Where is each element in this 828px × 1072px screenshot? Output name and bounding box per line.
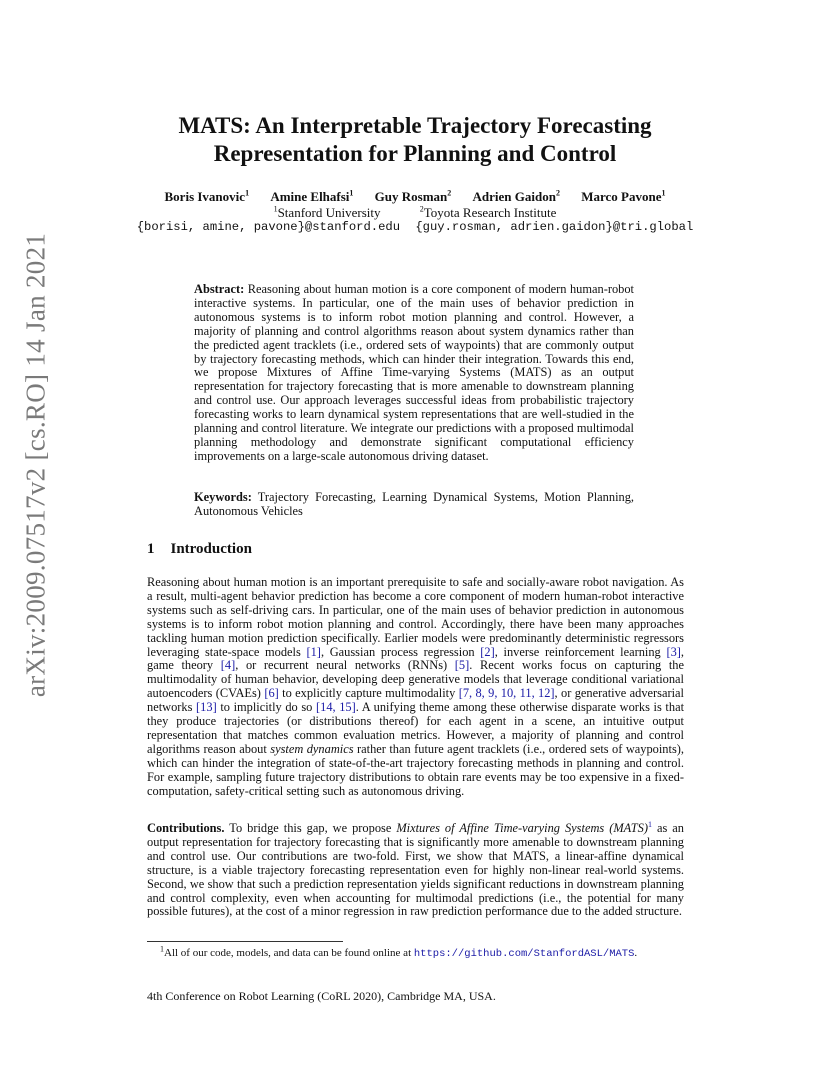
email-tri[interactable]: {guy.rosman, adrien.gaidon}@tri.global bbox=[415, 220, 694, 234]
citation-link[interactable]: [13] bbox=[196, 700, 217, 715]
emphasis: system dynamics bbox=[270, 741, 354, 756]
keywords-label: Keywords: bbox=[194, 490, 252, 504]
section-title: Introduction bbox=[170, 541, 252, 557]
arxiv-side-identifier-area bbox=[0, 0, 60, 1072]
paper-title bbox=[100, 112, 730, 168]
footnote-divider bbox=[147, 941, 343, 942]
title-line-2: Representation for Planning and Control bbox=[213, 141, 617, 166]
title-line-1: MATS: An Interpretable Trajectory Forecasting bbox=[178, 113, 652, 138]
author: Adrien Gaidon$^2$ bbox=[472, 188, 560, 204]
contributions-label: Contributions. bbox=[147, 821, 225, 835]
citation-link[interactable]: [5] bbox=[454, 658, 470, 673]
affiliation: $^1$Stanford University bbox=[273, 204, 381, 220]
author: Guy Rosman$^2$ bbox=[374, 188, 452, 204]
section-heading bbox=[147, 541, 252, 558]
author-list bbox=[100, 189, 730, 205]
footnote: $^1$All of our code, models, and data can be found online at https://github.com/StanfordASL/MATS. bbox=[160, 944, 638, 960]
citation-link[interactable]: [14, 15] bbox=[316, 700, 356, 715]
citation-link[interactable]: [3] bbox=[666, 644, 681, 659]
citation-link[interactable]: [2] bbox=[480, 644, 495, 659]
abstract-text: Reasoning about human motion is a core component of modern human-robot interactive systems. In particular, one of the main uses of behavior prediction in autonomous systems is to inform robot motion planning and control. However, a majority of planning and control algorithms reason about system dynamics rather than the predicted agent tracklets (i.e., ordered sets of waypoints) that are commonly output by trajectory forecasting methods, which can hinder their integration. Towards this end, we propose Mixtures of Affine Time-varying Systems (MATS) as an output representation for trajectory forecasting that is more amenable to downstream planning and control use. Our approach leverages successful ideas from probabilistic trajectory forecasting works to learn dynamical system representations that are well-studied in the planning and control literature. We integrate our predictions with a proposed multimodal planning methodology and demonstrate significant computational efficiency improvements on a large-scale autonomous driving dataset. bbox=[194, 282, 634, 463]
author: Boris Ivanovic$^1$ bbox=[164, 188, 250, 204]
footnote-number: 1 bbox=[160, 944, 164, 954]
citation-link[interactable]: [7, 8, 9, 10, 11, 12] bbox=[458, 686, 555, 701]
footnote-marker[interactable]: 1 bbox=[647, 819, 652, 829]
citation-link[interactable]: [4] bbox=[220, 658, 236, 673]
affiliations bbox=[100, 205, 730, 221]
intro-paragraph-2: Contributions. To bridge this gap, we propose Mixtures of Affine Time-varying Systems (MATS)$^1$ as an output representation for trajectory forecasting that is significantly more amenable to downstream planning and control use. Our contributions are two-fold. First, we show that MATS, a linear-affine dynamical structure, is a viable trajectory forecasting representation even for highly non-linear real-world systems. Second, we show that such a prediction representation yields significant reductions in downstream planning and control complexity, even when accounting for multimodal predictions (i.e., the potential for many possible futures), at the cost of a minor regression in raw prediction performance due to the added structure. bbox=[147, 819, 684, 919]
keywords-text: Trajectory Forecasting, Learning Dynamical Systems, Motion Planning, Autonomous Vehicles bbox=[194, 490, 634, 518]
abstract bbox=[194, 283, 634, 464]
intro-paragraph-1: Reasoning about human motion is an important prerequisite to safe and socially-aware robot navigation. As a result, multi-agent behavior prediction has become a core component of modern human-robot interactive systems such as self-driving cars. In particular, one of the main uses of behavior prediction in autonomous systems is to inform robot motion planning and control. Accordingly, there have been many approaches tackling human motion prediction specifically. Earlier models were predominantly deterministic regressors leveraging state-space models [1], Gaussian process regression [2], inverse reinforcement learning [3], game theory [4], or recurrent neural networks (RNNs) [5]. Recent works focus on capturing the multimodality of human behavior, developing deep generative models that leverage conditional variational autoencoders (CVAEs) [6] to explicitly capture multimodality [7, 8, 9, 10, 11, 12], or generative adversarial networks [13] to implicitly do so [14, 15]. A unifying theme among these otherwise disparate works is that they produce trajectories (or distributions thereof) for each agent in a scene, an intuitive output representation that matches common evaluation metrics. However, a majority of planning and control algorithms reason about system dynamics rather than future agent tracklets (i.e., ordered sets of waypoints), which can hinder the integration of state-of-the-art trajectory forecasting methods in planning and control. For example, sampling future trajectory distributions to obtain rare events may be too expensive in a fixed-computation, safety-critical setting such as autonomous driving. bbox=[147, 575, 685, 798]
affiliation: $^2$Toyota Research Institute bbox=[419, 204, 557, 220]
author: Amine Elhafsi$^1$ bbox=[270, 188, 354, 204]
abstract-label: Abstract: bbox=[194, 282, 245, 296]
email-stanford[interactable]: {borisi, amine, pavone}@stanford.edu bbox=[136, 220, 401, 234]
author-emails bbox=[100, 220, 730, 234]
author: Marco Pavone$^1$ bbox=[581, 188, 666, 204]
citation-link[interactable]: [6] bbox=[264, 686, 279, 701]
code-url-link[interactable]: https://github.com/StanfordASL/MATS bbox=[413, 948, 635, 960]
conference-note: 4th Conference on Robot Learning (CoRL 2020), Cambridge MA, USA. bbox=[147, 989, 496, 1003]
section-number: 1 bbox=[147, 541, 155, 557]
keywords bbox=[194, 491, 634, 519]
citation-link[interactable]: [1] bbox=[306, 644, 321, 659]
emphasis: Mixtures of Affine Time-varying Systems (MATS) bbox=[396, 821, 648, 835]
arxiv-identifier: arXiv:2009.07517v2 [cs.RO] 14 Jan 2021 bbox=[20, 232, 51, 698]
